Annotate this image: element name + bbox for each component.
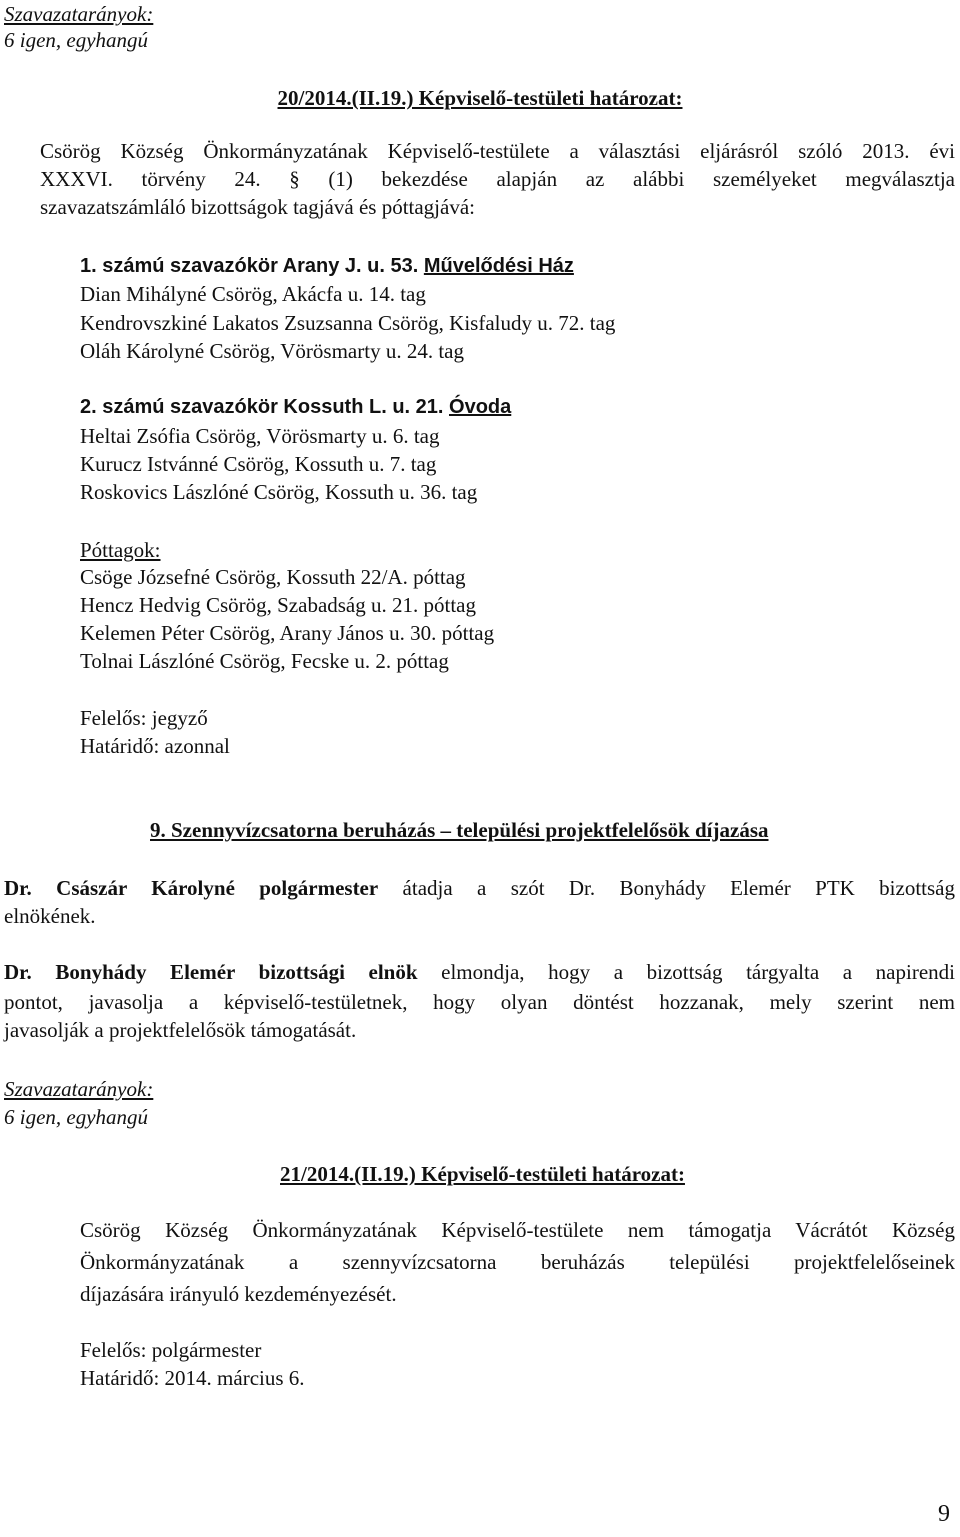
district-2-heading-place: Óvoda xyxy=(449,396,512,418)
votes-value-top: 6 igen, egyhangú xyxy=(4,28,149,52)
agenda-9-para-2-rest: elmondja, hogy a bizottság tárgyalta a napirendi xyxy=(417,960,955,984)
district-2-heading-prefix: 2. számú szavazókör Kossuth L. u. 21. xyxy=(80,396,450,418)
district-1-member: Dian Mihályné Csörög, Akácfa u. 14. tag xyxy=(80,282,426,306)
district-2-member: Roskovics Lászlóné Csörög, Kossuth u. 36. tag xyxy=(80,480,478,504)
resolution-20-responsible: Felelős: jegyző xyxy=(80,706,208,730)
district-1-heading xyxy=(80,252,574,280)
agenda-9-para-1-rest: átadja a szót Dr. Bonyhády Elemér PTK bizottság xyxy=(378,876,955,900)
alternate-member: Tolnai Lászlóné Csörög, Fecske u. 2. póttag xyxy=(80,649,449,673)
votes-value-bottom: 6 igen, egyhangú xyxy=(4,1105,149,1129)
district-1-heading-place: Művelődési Ház xyxy=(423,255,574,277)
alternate-member: Hencz Hedvig Csörög, Szabadság u. 21. póttag xyxy=(80,593,476,617)
resolution-21-body-line-3: díjazására irányuló kezdeményezését. xyxy=(80,1282,397,1306)
resolution-21-body-line-2: Önkormányzatának a szennyvízcsatorna beruházás települési projektfelelőseinek xyxy=(80,1250,955,1274)
speaker-committee-chair: Dr. Bonyhády Elemér bizottsági elnök xyxy=(4,960,418,984)
alternate-member: Csöge Józsefné Csörög, Kossuth 22/A. póttag xyxy=(80,565,466,589)
district-1-member: Kendrovszkiné Lakatos Zsuzsanna Csörög, Kisfaludy u. 72. tag xyxy=(80,311,616,335)
agenda-9-para-1-line-1 xyxy=(4,874,955,902)
alternate-member: Kelemen Péter Csörög, Arany János u. 30. póttag xyxy=(80,621,495,645)
speaker-mayor: Dr. Császár Károlyné polgármester xyxy=(4,876,379,900)
resolution-20-deadline: Határidő: azonnal xyxy=(80,734,230,758)
alternates-label: Póttagok: xyxy=(80,538,161,562)
resolution-21-responsible: Felelős: polgármester xyxy=(80,1338,262,1362)
agenda-9-para-2-line-1 xyxy=(4,958,955,986)
resolution-20-title: 20/2014.(II.19.) Képviselő-testületi határozat: xyxy=(277,86,683,110)
resolution-21-deadline: Határidő: 2014. március 6. xyxy=(80,1366,305,1390)
district-2-member: Kurucz Istvánné Csörög, Kossuth u. 7. tag xyxy=(80,452,437,476)
district-1-member: Oláh Károlyné Csörög, Vörösmarty u. 24. tag xyxy=(80,339,464,363)
resolution-20-body-line-2: XXXVI. törvény 24. § (1) bekezdése alapján az alábbi személyeket megválasztja xyxy=(40,167,955,191)
agenda-9-para-1-line-2: elnökének. xyxy=(4,904,96,928)
resolution-20-body-line-1: Csörög Község Önkormányzatának Képviselő-testülete a választási eljárásról szóló 2013. évi xyxy=(40,139,955,163)
votes-label-top: Szavazatarányok: xyxy=(4,2,154,26)
agenda-9-para-2-line-2: pontot, javasolja a képviselő-testületnek, hogy olyan döntést hozzanak, mely szerint nem xyxy=(4,990,955,1014)
district-2-member: Heltai Zsófia Csörög, Vörösmarty u. 6. tag xyxy=(80,424,440,448)
votes-label-bottom: Szavazatarányok: xyxy=(4,1077,154,1101)
agenda-9-title: 9. Szennyvízcsatorna beruházás – települési projektfelelősök díjazása xyxy=(150,818,769,842)
page-number: 9 xyxy=(938,1501,950,1527)
resolution-20-body-line-3: szavazatszámláló bizottságok tagjává és póttagjává: xyxy=(40,195,475,219)
district-2-heading xyxy=(80,393,511,421)
district-1-heading-prefix: 1. számú szavazókör Arany J. u. 53. xyxy=(80,255,424,277)
agenda-9-para-2-line-3: javasolják a projektfelelősök támogatását. xyxy=(4,1018,357,1042)
resolution-21-title: 21/2014.(II.19.) Képviselő-testületi határozat: xyxy=(280,1162,685,1186)
resolution-21-body-line-1: Csörög Község Önkormányzatának Képviselő-testülete nem támogatja Vácrátót Község xyxy=(80,1218,955,1242)
